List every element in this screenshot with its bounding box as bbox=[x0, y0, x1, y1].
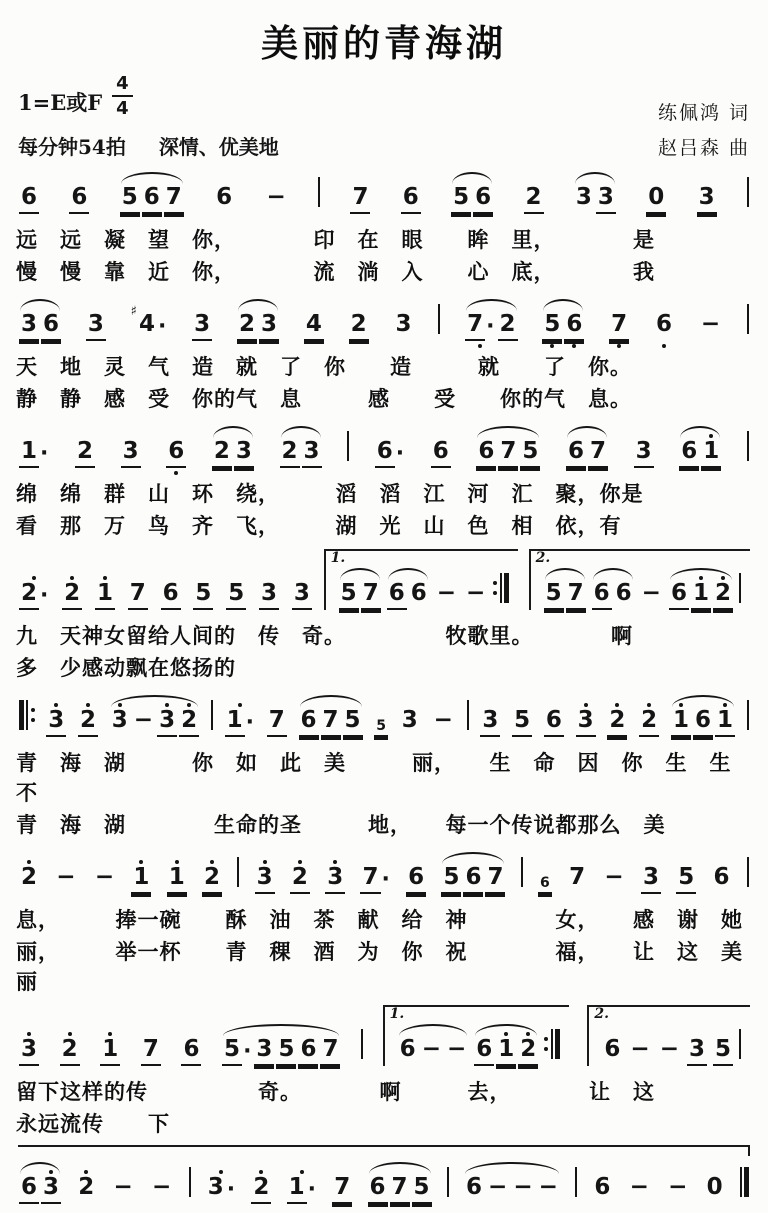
dash-token: − bbox=[56, 863, 76, 890]
slur-group bbox=[471, 1022, 541, 1066]
note-token: 1 bbox=[95, 566, 115, 610]
notation-line bbox=[16, 689, 752, 746]
dash-token: − bbox=[513, 1173, 533, 1200]
time-signature bbox=[112, 73, 133, 119]
slur-group bbox=[462, 297, 520, 341]
dash-token: − bbox=[488, 1173, 508, 1200]
note-token: 7 bbox=[390, 1160, 410, 1204]
key-signature-text: 1=E或F bbox=[18, 89, 103, 115]
note-token: 3 bbox=[121, 424, 141, 468]
repeat-begin-barline bbox=[19, 697, 35, 737]
slur-group bbox=[668, 693, 738, 737]
slur-group bbox=[296, 693, 366, 737]
note-token: 7 bbox=[485, 850, 505, 894]
octave-dot-above bbox=[49, 1170, 53, 1174]
octave-dot-below bbox=[572, 344, 576, 348]
note-token: 3 bbox=[259, 566, 279, 610]
slur-group bbox=[117, 170, 187, 214]
repeat-end-barline bbox=[493, 570, 509, 610]
slur-group bbox=[395, 1022, 472, 1066]
dash-token: − bbox=[629, 1173, 649, 1200]
note-token: 7 bbox=[350, 170, 370, 214]
music-system-2 bbox=[16, 293, 752, 414]
barline bbox=[575, 1164, 577, 1204]
note-token: 7 bbox=[320, 1022, 340, 1066]
note-token: 1 bbox=[131, 850, 151, 894]
note-token: 3 bbox=[46, 693, 66, 737]
music-system-7 bbox=[16, 1003, 752, 1139]
note-token: 5 bbox=[276, 1022, 296, 1066]
slur-group bbox=[676, 424, 724, 468]
note-token: 2 bbox=[713, 566, 733, 610]
note-token: 5 bbox=[512, 693, 532, 737]
note-token: 3 bbox=[687, 1022, 707, 1066]
note-token: 3 bbox=[697, 170, 717, 214]
note-token: 6 bbox=[401, 170, 421, 214]
octave-dot-above bbox=[68, 1032, 72, 1036]
note-token: 7 bbox=[566, 566, 586, 610]
note-token: 3 bbox=[259, 297, 279, 341]
composer-credit: 赵吕森 曲 bbox=[657, 136, 750, 159]
volta-label: 2. bbox=[535, 549, 551, 566]
octave-dot-below bbox=[550, 344, 554, 348]
dash-token: − bbox=[538, 1173, 558, 1200]
note-token: 3 bbox=[575, 183, 592, 210]
tempo-marking: 每分钟54拍 bbox=[18, 134, 126, 159]
final-barline bbox=[740, 1164, 749, 1204]
note-token: 6 · bbox=[376, 437, 405, 466]
music-system-4 bbox=[16, 547, 752, 683]
octave-dot-above bbox=[108, 1032, 112, 1036]
note-token: 1 bbox=[100, 1022, 120, 1066]
barline bbox=[747, 428, 749, 468]
slur-group bbox=[473, 424, 543, 468]
octave-dot-above bbox=[238, 703, 242, 707]
octave-dot-above bbox=[723, 703, 727, 707]
note-token: 6 bbox=[406, 850, 426, 894]
lyrics-line-verse2: 慢 慢 靠 近 你， 流 淌 入 心 底， 我 bbox=[16, 258, 655, 284]
note-token: 3 bbox=[234, 424, 254, 468]
octave-dot-above bbox=[219, 1170, 223, 1174]
octave-dot-above bbox=[118, 703, 122, 707]
note-token: 6 bbox=[474, 1022, 494, 1066]
note-token: 1 bbox=[691, 566, 711, 610]
octave-dot-above bbox=[504, 1032, 508, 1036]
note-token: 3 bbox=[19, 1022, 39, 1066]
lyricist-credit: 练佩鸿 词 bbox=[657, 101, 750, 124]
slur-group bbox=[365, 1160, 435, 1204]
note-token: 6 bbox=[399, 1035, 416, 1062]
lyrics-line-verse2: 永远流传 下 bbox=[16, 1110, 170, 1136]
slur-group bbox=[277, 424, 325, 468]
note-token: 3 bbox=[480, 693, 500, 737]
lyrics-line-verse1: 留下这样的传 奇。 啊 去， 让 这 bbox=[16, 1078, 655, 1104]
note-token: 1 · bbox=[287, 1160, 317, 1204]
barline bbox=[739, 570, 741, 610]
note-token: 7 bbox=[498, 424, 518, 468]
note-token: 5 bbox=[343, 693, 363, 737]
note-token: 3 bbox=[292, 566, 312, 610]
slur-group bbox=[539, 297, 587, 341]
lyrics-line-verse1: 九 天神女留给人间的 传 奇。 牧歌里。 啊 bbox=[16, 622, 633, 648]
note-token: 3 bbox=[110, 693, 130, 737]
note-token: 6 bbox=[713, 863, 730, 890]
notation-line bbox=[16, 1003, 752, 1075]
barline bbox=[747, 174, 749, 214]
note-token: 3 bbox=[641, 850, 661, 894]
dash-token: − bbox=[700, 310, 721, 337]
note-token: 3 bbox=[19, 297, 39, 341]
note-token: 6 bbox=[693, 693, 713, 737]
note-token: 2 bbox=[518, 1022, 538, 1066]
note-token: 7 bbox=[609, 297, 629, 341]
time-signature-top: 4 bbox=[112, 73, 133, 97]
dash-token: − bbox=[266, 183, 286, 210]
slur-group bbox=[234, 297, 282, 341]
note-token: 5 bbox=[520, 424, 540, 468]
note-token: 2 bbox=[251, 1160, 271, 1204]
note-token: 6 bbox=[473, 170, 493, 214]
octave-dot-below bbox=[662, 344, 666, 348]
note-token: 3 bbox=[255, 850, 275, 894]
note-token: 3 bbox=[41, 1160, 61, 1204]
time-signature-bottom: 4 bbox=[116, 97, 129, 119]
lyrics-line-verse1: 绵 绵 群 山 环 绕， 滔 滔 江 河 汇 聚，你是 bbox=[16, 480, 644, 506]
note-token: 6 bbox=[431, 424, 451, 468]
music-system-1 bbox=[16, 166, 752, 287]
octave-dot-above bbox=[32, 576, 36, 580]
notation-line bbox=[16, 293, 752, 350]
note-token: 7 bbox=[569, 863, 586, 890]
dash-token: − bbox=[446, 1035, 467, 1062]
note-token: 7 bbox=[361, 566, 381, 610]
music-system-3 bbox=[16, 420, 752, 541]
note-token: 7 bbox=[164, 170, 184, 214]
dash-token: − bbox=[668, 1173, 688, 1200]
slur-group bbox=[438, 850, 508, 894]
music-system-5 bbox=[16, 689, 752, 840]
note-token: 2 bbox=[349, 297, 369, 341]
note-token: 7 bbox=[588, 424, 608, 468]
note-token: 1 bbox=[496, 1022, 516, 1066]
barline bbox=[447, 1164, 449, 1204]
dash-token: − bbox=[133, 706, 154, 733]
note-token: 6 bbox=[564, 297, 584, 341]
lyrics-line-verse2: 青 海 湖 生命的圣 地， 每一个传说都那么 美 bbox=[16, 811, 666, 837]
note-token: 5 bbox=[441, 850, 461, 894]
lyrics-line-verse2: 多 少感动飘在悠扬的 bbox=[16, 654, 236, 680]
note-token: 6 bbox=[410, 579, 427, 606]
octave-dot-above bbox=[721, 576, 725, 580]
note-token: 3 bbox=[576, 693, 596, 737]
barline bbox=[361, 1026, 363, 1066]
repeat-end-barline bbox=[544, 1026, 560, 1066]
note-token: 2 bbox=[78, 693, 98, 737]
note-token: 3 bbox=[86, 297, 106, 341]
octave-dot-above bbox=[298, 860, 302, 864]
octave-dot-above bbox=[679, 703, 683, 707]
note-token: 3 bbox=[192, 297, 212, 341]
lyrics-line-verse1: 远 远 凝 望 你， 印 在 眼 眸 里， 是 bbox=[16, 226, 655, 252]
note-token: 5 bbox=[412, 1160, 432, 1204]
music-system-6 bbox=[16, 846, 765, 997]
note-token: 2 bbox=[290, 850, 310, 894]
barline bbox=[521, 854, 523, 894]
notation-line bbox=[16, 846, 752, 903]
note-token: 6 bbox=[41, 297, 61, 341]
dash-token: − bbox=[630, 1035, 650, 1062]
note-token: 7 bbox=[267, 693, 287, 737]
header bbox=[16, 22, 752, 160]
note-token: 3 bbox=[634, 424, 654, 468]
key-signature bbox=[18, 72, 133, 125]
slur-group bbox=[336, 566, 384, 610]
note-token: 6 bbox=[654, 297, 674, 341]
slur-group bbox=[541, 566, 589, 610]
dash-token: − bbox=[641, 579, 661, 606]
octave-dot-above bbox=[526, 1032, 530, 1036]
score-body bbox=[16, 166, 765, 1213]
note-token: 6 bbox=[592, 566, 612, 610]
octave-dot-below bbox=[174, 471, 178, 475]
note-token: 6 bbox=[181, 1022, 201, 1066]
octave-dot-above bbox=[187, 703, 191, 707]
music-system-8 bbox=[16, 1145, 752, 1213]
dash-token: − bbox=[421, 1035, 441, 1062]
volta-label: 1. bbox=[330, 549, 346, 566]
note-token: 6 bbox=[679, 424, 699, 468]
lyrics-line-verse1: 天 地 灵 气 造 就 了 你 造 就 了 你。 bbox=[16, 353, 632, 379]
note-token: 5 bbox=[542, 297, 562, 341]
notation-line bbox=[16, 420, 752, 477]
barline bbox=[739, 1026, 741, 1066]
note-token: 6 bbox=[69, 170, 89, 214]
octave-dot-above bbox=[86, 703, 90, 707]
lyrics-line-verse2: 丽， 举一杯 青 稞 酒 为 你 祝 福， 让 这 美 丽 bbox=[16, 938, 765, 994]
note-token: 3 bbox=[302, 424, 322, 468]
note-token: 5 bbox=[676, 850, 696, 894]
notation-line bbox=[16, 547, 752, 619]
octave-dot-above bbox=[27, 1032, 31, 1036]
volta-bracket bbox=[324, 549, 518, 610]
note-token: 2 bbox=[60, 1022, 80, 1066]
note-token: 6 bbox=[166, 424, 186, 468]
slur-group bbox=[209, 424, 257, 468]
note-token: 6 bbox=[566, 424, 586, 468]
note-token: 2 bbox=[19, 850, 39, 894]
note-token: 2 bbox=[524, 170, 544, 214]
barline bbox=[747, 301, 749, 341]
octave-dot-above bbox=[699, 576, 703, 580]
octave-dot-above bbox=[300, 1170, 304, 1174]
note-token: 6 bbox=[466, 1173, 483, 1200]
note-token: 2 bbox=[212, 424, 232, 468]
octave-dot-above bbox=[615, 703, 619, 707]
note-token: 3 · bbox=[206, 1160, 236, 1204]
note-token: 6 bbox=[216, 183, 233, 210]
notation-line bbox=[16, 166, 752, 223]
note-token: 4 bbox=[304, 297, 324, 341]
note-token: 3 bbox=[157, 693, 177, 737]
note-token: 7 bbox=[321, 693, 341, 737]
rest-token: 0 bbox=[646, 170, 666, 214]
octave-dot-above bbox=[210, 860, 214, 864]
barline bbox=[747, 854, 749, 894]
dash-token: − bbox=[659, 1035, 679, 1062]
barline bbox=[211, 697, 213, 737]
expression-marking: 深情、优美地 bbox=[158, 134, 279, 159]
dash-token: − bbox=[433, 706, 453, 733]
note-token: 6 bbox=[538, 850, 552, 894]
octave-dot-above bbox=[259, 1170, 263, 1174]
note-token: 1 bbox=[167, 850, 187, 894]
note-token: 5 bbox=[451, 170, 471, 214]
note-token: 5 bbox=[713, 1022, 733, 1066]
octave-dot-below bbox=[617, 344, 621, 348]
note-token: 6 bbox=[594, 1173, 611, 1200]
dash-token: − bbox=[436, 579, 457, 606]
slur-group bbox=[589, 566, 637, 610]
note-token: 6 bbox=[19, 170, 39, 214]
octave-dot-above bbox=[139, 860, 143, 864]
notation-line bbox=[16, 1156, 752, 1213]
note-token: 5 bbox=[374, 693, 388, 737]
note-token: 6 bbox=[544, 693, 564, 737]
note-token: 7 bbox=[141, 1022, 161, 1066]
octave-dot-above bbox=[175, 860, 179, 864]
note-token: 2 bbox=[75, 424, 95, 468]
barline bbox=[189, 1164, 191, 1204]
note-token: 6 bbox=[142, 170, 162, 214]
note-token: 3 bbox=[325, 850, 345, 894]
barline bbox=[467, 697, 469, 737]
dash-token: − bbox=[152, 1173, 172, 1200]
note-token: 5 bbox=[339, 566, 359, 610]
note-token: 2 bbox=[62, 566, 82, 610]
note-token: 3 bbox=[395, 310, 412, 337]
note-token: 2 · bbox=[19, 566, 49, 610]
barline bbox=[318, 174, 320, 214]
volta-bracket bbox=[529, 549, 750, 610]
lyrics-line-verse2: 静 静 感 受 你的气 息 感 受 你的气 息。 bbox=[16, 385, 632, 411]
note-token: 7 bbox=[128, 566, 148, 610]
dash-token: − bbox=[113, 1173, 133, 1200]
dash-token: − bbox=[94, 863, 115, 890]
octave-dot-above bbox=[54, 703, 58, 707]
slur-group bbox=[219, 1022, 343, 1066]
note-token: 6 bbox=[19, 1160, 39, 1204]
slur-group bbox=[666, 566, 736, 610]
note-token: 3 bbox=[401, 706, 418, 733]
note-token: 6 bbox=[368, 1160, 388, 1204]
note-token: 7 · bbox=[465, 297, 495, 341]
slur-group bbox=[461, 1160, 563, 1204]
barline bbox=[347, 428, 349, 468]
note-token: 2 bbox=[179, 693, 199, 737]
slur-group bbox=[563, 424, 611, 468]
note-token: 1 bbox=[671, 693, 691, 737]
note-token: 6 bbox=[615, 579, 632, 606]
octave-dot-above bbox=[263, 860, 267, 864]
octave-dot-above bbox=[103, 576, 107, 580]
slur-group bbox=[107, 693, 202, 737]
note-token: 5 bbox=[544, 566, 564, 610]
note-token: 6 bbox=[299, 693, 319, 737]
note-token: 6 bbox=[604, 1035, 621, 1062]
rest-token: 0 bbox=[706, 1173, 723, 1200]
note-token: 3 bbox=[596, 170, 616, 214]
slur-group bbox=[571, 170, 619, 214]
dash-token: − bbox=[466, 579, 486, 606]
volta-label: 1. bbox=[389, 1005, 405, 1022]
octave-dot-above bbox=[647, 703, 651, 707]
note-token: 6 bbox=[476, 424, 496, 468]
sharp-icon: ♯ bbox=[130, 303, 137, 319]
lyrics-line-verse2: 看 那 万 鸟 齐 飞， 湖 光 山 色 相 依，有 bbox=[16, 512, 622, 538]
slur-group bbox=[448, 170, 496, 214]
octave-dot-above bbox=[584, 703, 588, 707]
note-token: 2 bbox=[607, 693, 627, 737]
note-token: 6 bbox=[161, 566, 181, 610]
note-token: 1 · bbox=[21, 437, 49, 466]
note-token: 6 bbox=[387, 566, 407, 610]
note-token: ♯ 4 · bbox=[130, 303, 167, 339]
barline bbox=[438, 301, 440, 341]
note-token: 2 bbox=[280, 424, 300, 468]
note-token: 7 · bbox=[362, 863, 390, 892]
barline bbox=[237, 854, 239, 894]
note-token: 2 bbox=[639, 693, 659, 737]
volta-label: 2. bbox=[594, 1005, 610, 1022]
octave-dot-below bbox=[478, 344, 482, 348]
volta-continuation-line bbox=[18, 1145, 750, 1156]
note-token: 2 bbox=[76, 1160, 96, 1204]
slur-group bbox=[384, 566, 432, 610]
lyrics-line-verse1: 青 海 湖 你 如 此 美 丽， 生 命 因 你 生 生 不 bbox=[16, 749, 754, 805]
octave-dot-above bbox=[70, 576, 74, 580]
note-token: 6 bbox=[463, 850, 483, 894]
note-token: 5 bbox=[193, 566, 213, 610]
note-token: 3 bbox=[254, 1022, 274, 1066]
note-token: 5 · bbox=[224, 1035, 252, 1064]
octave-dot-above bbox=[27, 860, 31, 864]
octave-dot-above bbox=[333, 860, 337, 864]
note-token: 7 bbox=[332, 1160, 352, 1204]
octave-dot-above bbox=[165, 703, 169, 707]
barline bbox=[747, 697, 749, 737]
octave-dot-above bbox=[709, 434, 713, 438]
note-token: 1 bbox=[701, 424, 721, 468]
note-token: 6 bbox=[669, 566, 689, 610]
note-token: 1 bbox=[715, 693, 735, 737]
song-title: 美丽的青海湖 bbox=[261, 21, 507, 65]
note-token: 1 · bbox=[225, 693, 255, 737]
lyrics-line-verse1: 息， 捧一碗 酥 油 茶 献 给 神 女， 感 谢 她 bbox=[16, 906, 743, 932]
note-token: 5 bbox=[120, 170, 140, 214]
note-token: 5 bbox=[226, 566, 246, 610]
note-token: 2 bbox=[237, 297, 257, 341]
slur-group bbox=[16, 297, 64, 341]
octave-dot-above bbox=[84, 1170, 88, 1174]
note-token: 6 bbox=[298, 1022, 318, 1066]
note-token: 2 bbox=[498, 297, 518, 341]
slur-group bbox=[16, 1160, 64, 1204]
volta-bracket bbox=[587, 1005, 750, 1066]
volta-bracket bbox=[383, 1005, 569, 1066]
note-token: 2 bbox=[202, 850, 222, 894]
dash-token: − bbox=[604, 863, 624, 890]
